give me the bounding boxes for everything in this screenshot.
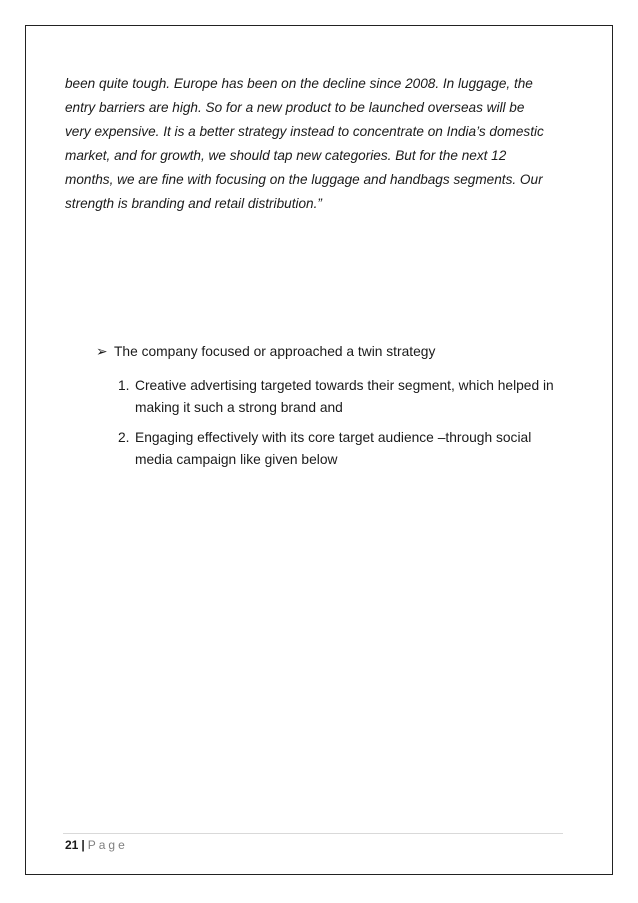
bullet-text: The company focused or approached a twin strategy <box>114 344 436 359</box>
page-number: 21 <box>65 838 79 852</box>
page-label: Page <box>87 838 128 852</box>
numbered-item <box>118 375 578 419</box>
arrow-bullet-icon: ➢ <box>96 344 108 359</box>
quote-line: been quite tough. Europe has been on the decline since 2008. In luggage, the <box>65 76 533 91</box>
quote-line: market, and for growth, we should tap new categories. But for the next 12 <box>65 148 507 163</box>
item-line: Engaging effectively with its core target audience –through social <box>135 430 532 445</box>
quote-line: months, we are fine with focusing on the luggage and handbags segments. Our <box>65 172 543 187</box>
quote-paragraph <box>65 72 565 216</box>
quote-line: strength is branding and retail distribution.” <box>65 196 322 211</box>
quote-line: very expensive. It is a better strategy instead to concentrate on India’s domestic <box>65 124 544 139</box>
item-line: making it such a strong brand and <box>135 400 343 415</box>
item-number: 1. <box>118 378 130 393</box>
item-text <box>135 427 531 471</box>
quote-line: entry barriers are high. So for a new product to be launched overseas will be <box>65 100 525 115</box>
page-footer <box>65 837 128 853</box>
item-number: 2. <box>118 430 130 445</box>
numbered-item <box>118 427 578 471</box>
item-line: Creative advertising targeted towards their segment, which helped in <box>135 378 554 393</box>
footer-separator: | <box>81 838 85 852</box>
item-text <box>135 375 554 419</box>
bullet-item <box>96 342 435 362</box>
footer-divider <box>63 833 563 834</box>
item-line: media campaign like given below <box>135 452 338 467</box>
